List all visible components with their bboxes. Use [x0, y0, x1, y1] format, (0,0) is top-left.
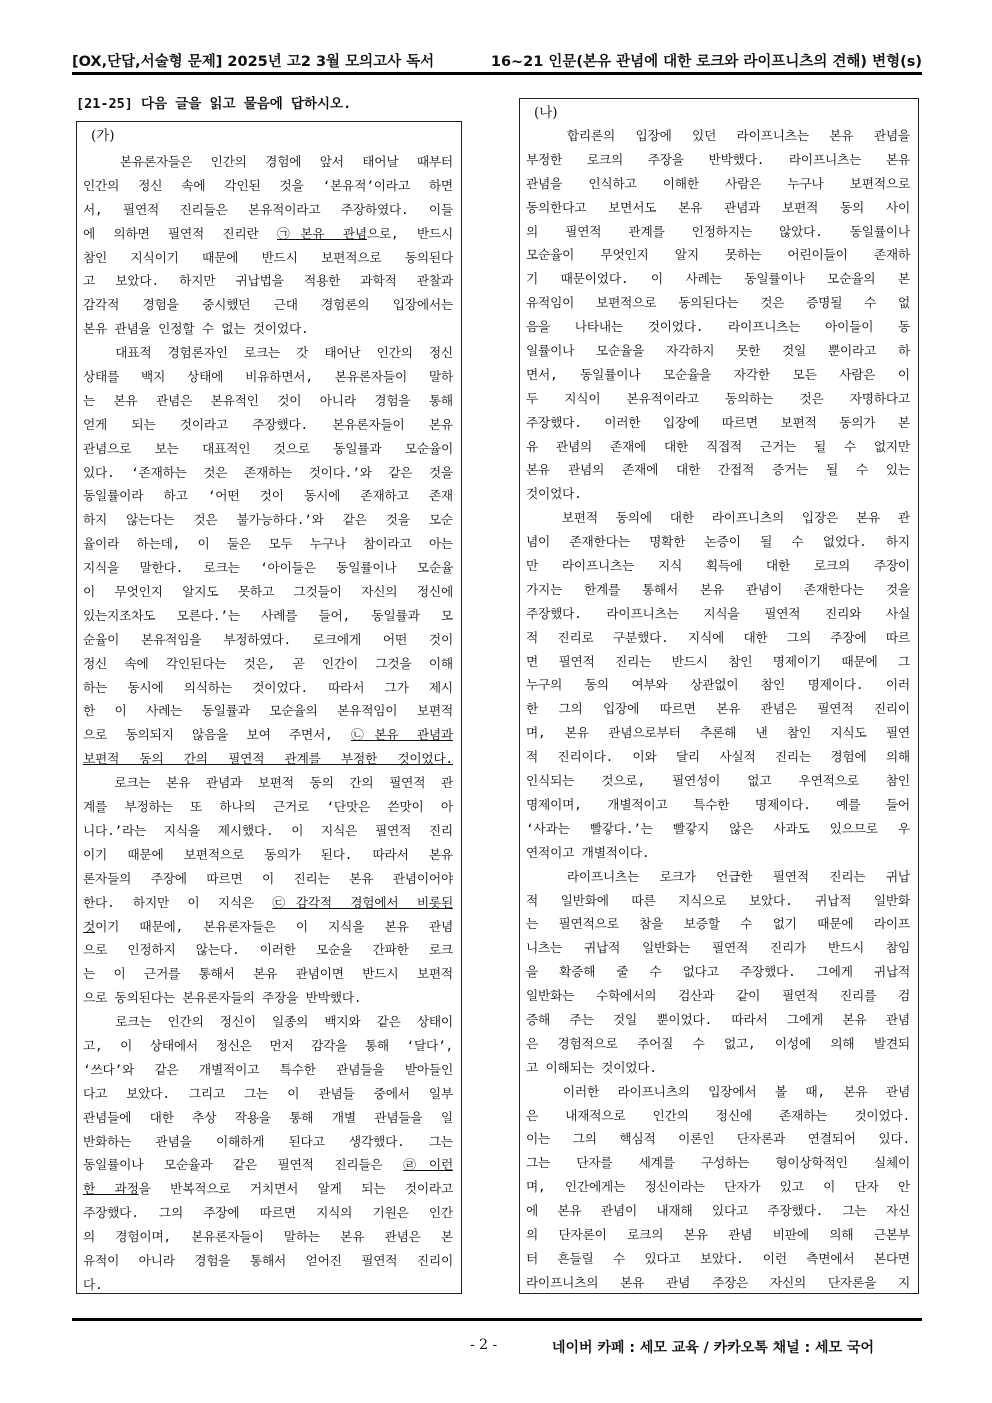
passage-line: 서, 필연적 진리들은 본유적이라고 주장하였다. 이들 — [83, 201, 453, 217]
passage-line: 있는지조차도 모른다.’는 사례를 들어, 동일률과 모 — [83, 607, 453, 623]
passage-line: 적 진리이다. 이와 달리 사실적 진리는 경험에 의해 — [526, 749, 910, 765]
passage-line: 대표적 경험론자인 로크는 갓 태어난 인간의 정신 — [83, 345, 453, 361]
passage-line: 의 경험이며, 본유론자들이 말하는 본유 관념은 본 — [83, 1229, 453, 1245]
page-number: - 2 - — [470, 1337, 498, 1353]
passage-line: 는 이 근거를 통해서 본유 관념이면 반드시 보편적 — [83, 966, 453, 982]
passage-line: 모순율이 무엇인지 알지 못하는 어린이들이 존재하 — [526, 247, 910, 263]
passage-line: ‘사과는 빨갛다.’는 빨갛지 않은 사과도 있으므로 우 — [526, 820, 910, 836]
passage-line: 하는 동시에 의식하는 것이었다. 따라서 그가 제시 — [83, 679, 453, 695]
passage-line: 기 때문이었다. 이 사례는 동일률이나 모순율의 본 — [526, 271, 910, 287]
passage-line: 일률이나 모순율을 자각하지 못한 것일 뿐이라고 하 — [526, 343, 910, 359]
passage-line: 으로 인정하지 않는다. 이러한 모순을 간파한 로크 — [83, 942, 453, 958]
passage-line: 으로 동의되지 않음을 보여 주면서, ㉡본유 관념과 — [83, 727, 453, 743]
passage-line: 계를 부정하는 또 하나의 근거로 ‘단맛은 쓴맛이 아 — [83, 799, 453, 815]
passage-line: 라이프니츠는 로크가 언급한 필연적 진리는 귀납 — [526, 868, 910, 884]
passage-line: 본유론자들은 인간의 경험에 앞서 태어날 때부터 — [83, 154, 453, 169]
passage-line: 주장했다. 그의 주장에 따르면 지식의 기원은 인간 — [83, 1205, 453, 1221]
passage-line: 보편적 동의 간의 필연적 관계를 부정한 것이었다. — [83, 751, 453, 767]
passage-line: 율이라 하는데, 이 둘은 모두 누구나 참이라고 아는 — [83, 536, 453, 552]
passage-line: 일반화는 수학에서의 검산과 같이 필연적 진리를 검 — [526, 988, 910, 1004]
passage-line: 념이 존재한다는 명확한 논증이 될 수 없었다. 하지 — [526, 534, 910, 550]
passage-line: 한다. 하지만 이 지식은 ㉢감각적 경험에서 비롯된 — [83, 894, 453, 910]
passage-line: 다. — [83, 1276, 103, 1292]
passage-line: 본유 관념의 존재에 대한 간접적 증거는 될 수 있는 — [526, 462, 910, 478]
passage-line: 며, 인간에게는 정신이라는 단자가 있고 이 단자 안 — [526, 1179, 910, 1195]
passage-line: 면 필연적 진리는 반드시 참인 명제이기 때문에 그 — [526, 653, 910, 669]
passage-line: 으로 동의된다는 본유론자들의 주장을 반박했다. — [83, 990, 362, 1006]
question-instruction: [21-25] 다음 글을 읽고 물음에 답하시오. — [76, 96, 352, 112]
passage-line: 관념으로 보는 대표적인 것으로 동일률과 모순율이 — [83, 440, 453, 456]
header-rule — [72, 72, 922, 75]
footer-channel-info: 네이버 카페 : 세모 교육 / 카카오톡 채널 : 세모 국어 — [552, 1340, 875, 1356]
passage-line: 유적이 아니라 경험을 통해서 얻어진 필연적 진리이 — [83, 1252, 453, 1268]
passage-line: 관념들에 대한 추상 작용을 통해 개별 관념들을 일 — [83, 1109, 453, 1125]
header-exam-title: [OX,단답,서술형 문제] 2025년 고2 3월 모의고사 독서 — [72, 54, 435, 70]
passage-line: 정신 속에 각인된다는 것은, 곧 인간이 그것을 이해 — [83, 655, 453, 671]
passage-line: 동일률이나 모순율과 같은 필연적 진리들은 ㉣이런 — [83, 1157, 454, 1173]
passage-line: 동의한다고 보면서도 본유 관념과 보편적 동의 사이 — [526, 199, 910, 215]
passage-line: 반화하는 관념을 이해하게 된다고 생각했다. 그는 — [83, 1133, 453, 1149]
passage-line: 는 본유 관념은 본유적인 것이 아니라 경험을 통해 — [83, 392, 453, 408]
passage-line: 참인 지식이기 때문에 반드시 보편적으로 동의된다 — [83, 249, 453, 265]
passage-na-text — [520, 124, 918, 1295]
passage-line: 의 필연적 관계를 인정하지는 않았다. 동일률이나 — [526, 223, 910, 239]
passage-na-label: (나) — [534, 105, 558, 121]
header-passage-title: 16~21 인문(본유 관념에 대한 로크와 라이프니츠의 견해) 변형(s) — [490, 54, 922, 70]
passage-line: 이기 때문에 보편적으로 동의가 된다. 따라서 본유 — [83, 846, 453, 862]
passage-ga-label: (가) — [91, 128, 115, 144]
passage-line: 고 이해되는 것이었다. — [526, 1059, 657, 1075]
passage-ga-text — [77, 150, 461, 1297]
passage-line: 보편적 동의에 대한 라이프니츠의 입장은 본유 관 — [526, 510, 910, 526]
passage-line: 한 이 사례는 동일률과 모순율의 본유적임이 보편적 — [83, 703, 453, 719]
passage-line: 면서, 동일률이나 모순율을 자각한 모든 사람은 이 — [526, 366, 910, 382]
passage-line: 인간의 정신 속에 각인된 것을 ‘본유적’이라고 하면 — [83, 177, 453, 193]
passage-line: 니다.’라는 지식을 제시했다. 이 지식은 필연적 진리 — [83, 822, 453, 838]
passage-line: 누구의 동의 여부와 상관없이 참인 명제이다. 이러 — [526, 677, 910, 693]
passage-line: 명제이며, 개별적이고 특수한 명제이다. 예를 들어 — [526, 796, 910, 812]
passage-line: 인식되는 것으로, 필연성이 없고 우연적으로 참인 — [526, 773, 910, 789]
passage-line: 론자들의 주장에 따르면 이 진리는 본유 관념이어야 — [83, 870, 453, 886]
passage-line: 의 단자론이 로크의 본유 관념 비판에 의해 근본부 — [526, 1226, 910, 1242]
passage-line: 은 내재적으로 인간의 정신에 존재하는 것이었다. — [526, 1107, 910, 1123]
passage-line: 상태를 백지 상태에 비유하면서, 본유론자들이 말하 — [83, 369, 453, 385]
passage-line: 것이기 때문에, 본유론자들은 이 지식을 본유 관념 — [83, 918, 453, 934]
passage-line: 연적이고 개별적이다. — [526, 844, 650, 860]
passage-line: 니츠는 귀납적 일반화는 필연적 진리가 반드시 참임 — [526, 940, 910, 956]
passage-line: 한 과정을 반복적으로 거치면서 알게 되는 것이라고 — [83, 1181, 453, 1197]
passage-line: 이러한 라이프니츠의 입장에서 볼 때, 본유 관념 — [526, 1083, 910, 1099]
passage-line: 두 지식이 본유적이라고 동의하는 것은 자명하다고 — [526, 390, 910, 406]
passage-line: 주장했다. 이러한 입장에 따르면 보편적 동의가 본 — [526, 414, 910, 430]
passage-line: 고 보았다. 하지만 귀납법을 적용한 과학적 관찰과 — [83, 273, 453, 289]
passage-na-box — [519, 98, 919, 1294]
passage-line: 유적임이 보편적으로 동의된다는 것은 증명될 수 없 — [526, 295, 910, 311]
passage-line: 유 관념의 존재에 대한 직접적 근거는 될 수 없지만 — [526, 438, 910, 454]
passage-line: 로크는 본유 관념과 보편적 동의 간의 필연적 관 — [83, 775, 453, 791]
passage-line: 적 일반화에 따른 지식으로 보았다. 귀납적 일반화 — [526, 892, 910, 908]
passage-line: 관념을 인식하고 이해한 사람은 누구나 보편적으로 — [526, 175, 910, 191]
passage-line: 음을 나타내는 것이었다. 라이프니츠는 아이들이 동 — [526, 319, 910, 335]
passage-line: 얻게 되는 것이라고 주장했다. 본유론자들이 본유 — [83, 416, 453, 432]
passage-line: 주장했다. 라이프니츠는 지식을 필연적 진리와 사실 — [526, 605, 910, 621]
passage-line: 부정한 로크의 주장을 반박했다. 라이프니츠는 본유 — [526, 151, 910, 167]
passage-line: 적 진리로 구분했다. 지식에 대한 그의 주장에 따르 — [526, 629, 910, 645]
passage-line: ‘쓰다’와 같은 개별적이고 특수한 관념들을 받아들인 — [83, 1061, 453, 1077]
passage-line: 이 무엇인지 알지도 못하고 그것들이 자신의 정신에 — [83, 584, 453, 600]
passage-line: 본유 관념을 인정할 수 없는 것이었다. — [83, 321, 309, 337]
passage-line: 그는 단자를 세계를 구성하는 형이상학적인 실체이 — [526, 1155, 910, 1171]
passage-line: 있다. ‘존재하는 것은 존재하는 것이다.’와 같은 것을 — [83, 464, 453, 480]
passage-line: 만 라이프니츠는 지식 획득에 대한 로크의 주장이 — [526, 558, 910, 574]
passage-line: 감각적 경험을 중시했던 근대 경험론의 입장에서는 — [83, 297, 453, 313]
passage-line: 에 의하면 필연적 진리란 ㉠본유 관념으로, 반드시 — [83, 225, 453, 241]
passage-line: 지식을 말한다. 로크는 ‘아이들은 동일률이나 모순율 — [83, 560, 453, 576]
footer-rule — [72, 1318, 922, 1321]
passage-line: 고, 이 상태에서 정신은 먼저 감각을 통해 ‘달다’, — [83, 1037, 453, 1053]
passage-line: 며, 본유 관념으로부터 추론해 낸 참인 지식도 필연 — [526, 725, 910, 741]
passage-line: 동일률이라 하고 ‘어떤 것이 동시에 존재하고 존재 — [83, 488, 453, 504]
passage-line: 로크는 인간의 정신이 일종의 백지와 같은 상태이 — [83, 1014, 453, 1030]
passage-line: 을 확증해 줄 수 없다고 주장했다. 그에게 귀납적 — [526, 964, 910, 980]
passage-ga-box — [76, 121, 462, 1294]
passage-line: 한 그의 입장에 따르면 본유 관념은 필연적 진리이 — [526, 701, 910, 717]
passage-line: 라이프니츠의 본유 관념 주장은 자신의 단자론을 지 — [526, 1274, 910, 1290]
passage-line: 이는 그의 핵심적 이론인 단자론과 연결되어 있다. — [526, 1131, 910, 1147]
passage-line: 순율이 본유적임을 부정하였다. 로크에게 어떤 것이 — [83, 631, 453, 647]
passage-line: 가지는 한계를 통해서 본유 관념이 존재한다는 것을 — [526, 581, 910, 597]
passage-line: 증해 주는 것일 뿐이었다. 따라서 그에게 본유 관념 — [526, 1011, 910, 1027]
passage-line: 다고 보았다. 그리고 그는 이 관념들 중에서 일부 — [83, 1085, 453, 1101]
passage-line: 합리론의 입장에 있던 라이프니츠는 본유 관념을 — [526, 128, 910, 143]
passage-line: 하지 않는다는 것은 불가능하다.’와 같은 것을 모순 — [83, 512, 453, 528]
passage-line: 에 본유 관념이 내재해 있다고 주장했다. 그는 자신 — [526, 1203, 910, 1219]
passage-line: 는 필연적으로 참을 보증할 수 없기 때문에 라이프 — [526, 916, 910, 932]
passage-line: 터 흔들릴 수 있다고 보았다. 이런 측면에서 본다면 — [526, 1250, 910, 1266]
passage-line: 은 경험적으로 주어질 수 없고, 이성에 의해 발견되 — [526, 1035, 910, 1051]
page-header — [72, 44, 922, 72]
passage-line: 것이었다. — [526, 486, 582, 502]
